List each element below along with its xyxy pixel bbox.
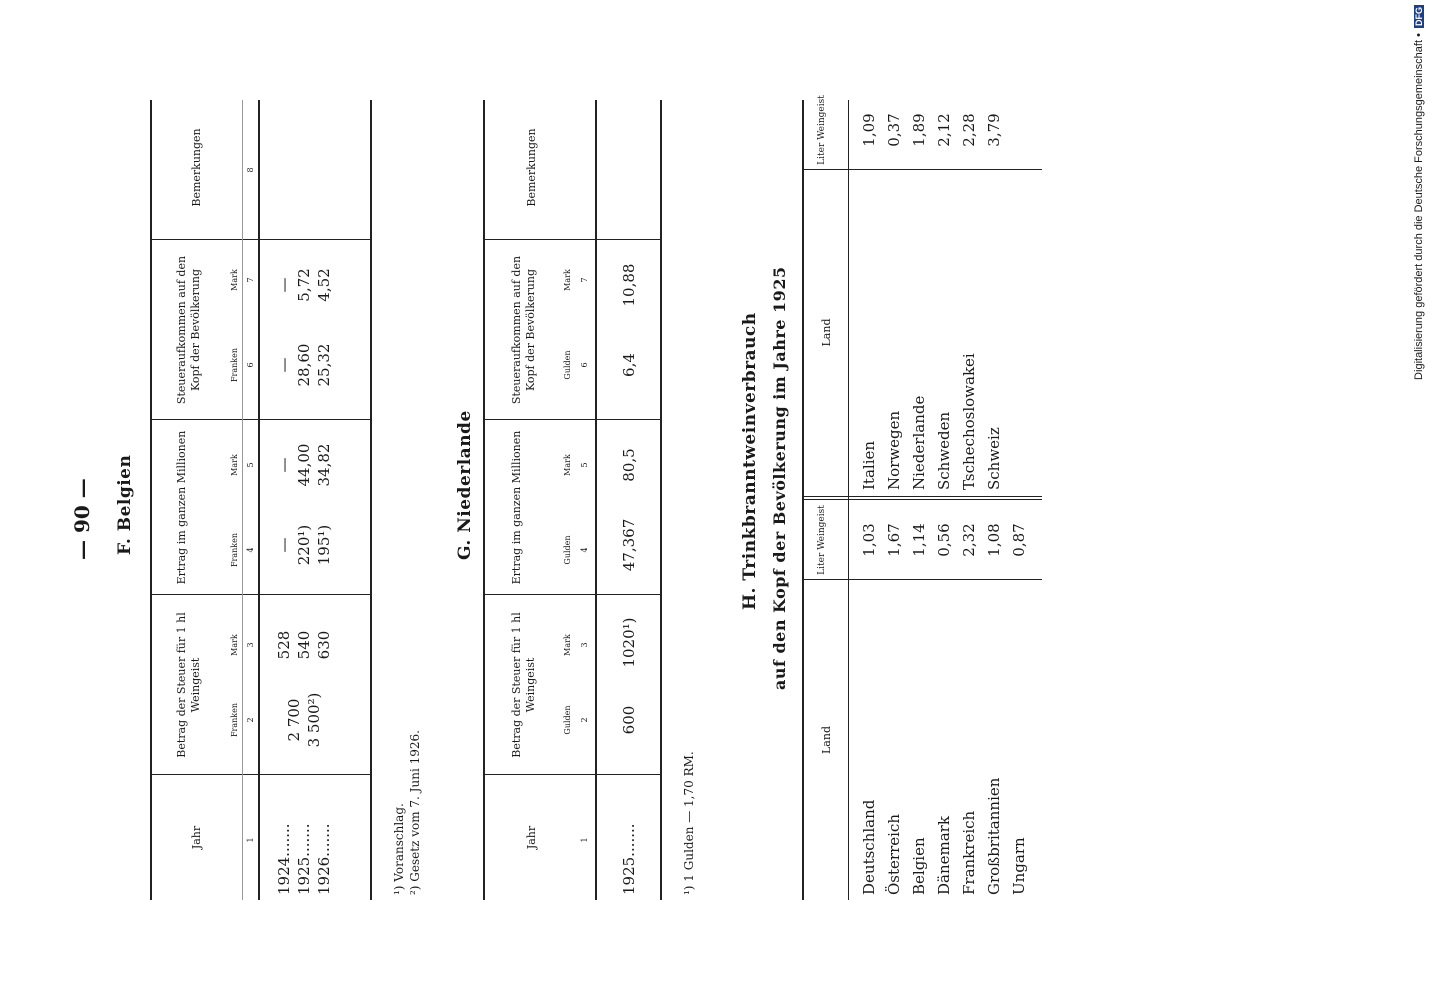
f-header-bemerk: Bemerkungen — [190, 128, 203, 207]
h-header-liter-left: Liter Weingeist — [817, 505, 827, 575]
f-row-1-betrag-mk: 528 — [275, 630, 293, 660]
h-left-land-4: Dänemark — [935, 816, 953, 895]
h-left-land-5: Frankreich — [960, 810, 978, 895]
f-row-1-betrag-fr: 2 700 — [285, 698, 303, 742]
h-right-liter-5: 2,28 — [960, 113, 978, 147]
g-row-1-ertrag-mk: 80,5 — [620, 448, 638, 482]
dfg-logo-icon: DFG — [1414, 7, 1424, 26]
f-row-1-ertrag-fr: — — [275, 537, 293, 553]
g-header-ertrag: Ertrag im ganzen Millionen — [510, 430, 523, 585]
h-left-liter-2: 1,67 — [885, 523, 903, 557]
h-left-liter-4: 0,56 — [935, 523, 953, 557]
h-right-land-1: Italien — [860, 440, 878, 490]
h-left-liter-5: 2,32 — [960, 523, 978, 557]
f-row-3-kopf-mk: 4,52 — [315, 268, 333, 302]
f-sub-franken-2: Franken — [230, 532, 239, 568]
g-footnote-1: ¹) 1 Gulden — 1,70 RM. — [682, 751, 696, 895]
h-header-land-right: Land — [820, 318, 833, 347]
h-right-liter-3: 1,89 — [910, 113, 928, 147]
f-header-betrag: Betrag der Steuer für 1 hl Weingeist — [175, 612, 202, 758]
f-col-5: 5 — [246, 462, 255, 468]
f-row-2-jahr: 1925....... — [295, 823, 313, 895]
f-row-2-ertrag-fr: 220¹) — [295, 524, 313, 566]
section-f-title: F. Belgien — [115, 454, 135, 555]
h-right-liter-4: 2,12 — [935, 113, 953, 147]
f-row-2-kopf-mk: 5,72 — [295, 268, 313, 302]
f-col-7: 7 — [246, 277, 255, 283]
f-header-jahr: Jahr — [190, 825, 203, 850]
g-row-1-betrag-gu: 600 — [620, 705, 638, 735]
f-footnote-2: ²) Gesetz vom 7. Juni 1926. — [408, 730, 422, 895]
f-sub-mark-2: Mark — [230, 454, 239, 476]
g-sub-mark-2: Mark — [563, 454, 572, 476]
h-left-liter-3: 1,14 — [910, 523, 928, 557]
h-right-liter-2: 0,37 — [885, 113, 903, 147]
section-g-title: G. Niederlande — [455, 410, 475, 560]
f-col-1: 1 — [246, 837, 255, 843]
h-left-liter-1: 1,03 — [860, 523, 878, 557]
f-row-3-betrag-fr: 3 500²) — [305, 692, 323, 748]
g-sub-gulden-1: Gulden — [563, 705, 572, 735]
f-row-1-jahr: 1924....... — [275, 823, 293, 895]
f-col-6: 6 — [246, 362, 255, 368]
section-h-subtitle: auf den Kopf der Bevölkerung im Jahre 1925 — [770, 266, 789, 690]
g-row-1-kopf-mk: 10,88 — [620, 263, 638, 307]
f-header-steuerauf: Steueraufkommen auf den Kopf der Bevölkerung — [175, 255, 202, 405]
f-footnote-1: ¹) Voranschlag. — [392, 803, 406, 895]
f-row-1-ertrag-mk: — — [275, 457, 293, 473]
f-row-3-ertrag-fr: 195¹) — [315, 524, 333, 566]
h-left-land-3: Belgien — [910, 837, 928, 895]
g-col-1: 1 — [580, 837, 589, 843]
f-row-3-betrag-mk: 630 — [315, 630, 333, 660]
f-sub-mark-3: Mark — [230, 269, 239, 291]
h-right-land-2: Norwegen — [885, 410, 903, 490]
g-header-steuerauf: Steueraufkommen auf den Kopf der Bevölkerung — [510, 255, 537, 405]
h-header-land-left: Land — [820, 726, 833, 754]
dfg-watermark — [1413, 5, 1434, 395]
f-row-2-betrag-mk: 540 — [295, 630, 313, 660]
f-row-2-ertrag-mk: 44,00 — [295, 443, 313, 487]
g-col-6: 6 — [580, 362, 589, 368]
f-row-3-ertrag-mk: 34,82 — [315, 443, 333, 487]
f-col-2: 2 — [246, 717, 255, 723]
h-right-liter-1: 1,09 — [860, 113, 878, 147]
f-sub-franken-1: Franken — [230, 702, 239, 738]
f-row-1-kopf-fr: — — [275, 357, 293, 373]
section-h-title: H. Trinkbranntweinverbrauch — [740, 312, 760, 610]
f-row-2-kopf-fr: 28,60 — [295, 343, 313, 387]
g-sub-mark-1: Mark — [563, 634, 572, 656]
g-header-betrag: Betrag der Steuer für 1 hl Weingeist — [510, 612, 537, 758]
h-left-liter-7: 0,87 — [1010, 523, 1028, 557]
h-right-land-6: Schweiz — [985, 427, 1003, 490]
h-left-land-1: Deutschland — [860, 799, 878, 895]
h-right-land-5: Tschechoslowakei — [960, 353, 978, 490]
h-right-land-3: Niederlande — [910, 395, 928, 490]
g-col-4: 4 — [580, 547, 589, 553]
g-header-bemerk: Bemerkungen — [525, 128, 538, 207]
g-col-2: 2 — [580, 717, 589, 723]
f-sub-franken-3: Franken — [230, 347, 239, 383]
h-left-land-2: Österreich — [885, 814, 903, 895]
f-col-4: 4 — [246, 547, 255, 553]
g-header-jahr: Jahr — [525, 825, 538, 850]
f-row-3-jahr: 1926....... — [315, 823, 333, 895]
g-col-5: 5 — [580, 462, 589, 468]
g-row-1-jahr: 1925....... — [620, 823, 638, 895]
f-sub-mark-1: Mark — [230, 634, 239, 656]
h-left-land-7: Ungarn — [1010, 837, 1028, 895]
g-row-1-ertrag-gu: 47,367 — [620, 518, 638, 572]
g-col-7: 7 — [580, 277, 589, 283]
f-row-3-kopf-fr: 25,32 — [315, 343, 333, 387]
h-right-land-4: Schweden — [935, 411, 953, 490]
watermark-text: Digitalisierung gefördert durch die Deutsche Forschungsgemeinschaft • — [1413, 33, 1425, 380]
g-sub-mark-3: Mark — [563, 269, 572, 291]
f-col-3: 3 — [246, 642, 255, 648]
g-row-1-betrag-mk: 1020¹) — [620, 617, 638, 668]
h-left-liter-6: 1,08 — [985, 523, 1003, 557]
f-col-8: 8 — [246, 167, 255, 173]
g-sub-gulden-3: Gulden — [563, 350, 572, 380]
g-row-1-kopf-gu: 6,4 — [620, 353, 638, 377]
f-row-1-kopf-mk: — — [275, 277, 293, 293]
h-header-liter-right: Liter Weingeist — [817, 95, 827, 165]
h-left-land-6: Großbritannien — [985, 777, 1003, 895]
page-number: — 90 — — [70, 478, 94, 560]
g-col-3: 3 — [580, 642, 589, 648]
g-sub-gulden-2: Gulden — [563, 535, 572, 565]
h-right-liter-6: 3,79 — [985, 113, 1003, 147]
f-header-ertrag: Ertrag im ganzen Millionen — [175, 430, 188, 585]
